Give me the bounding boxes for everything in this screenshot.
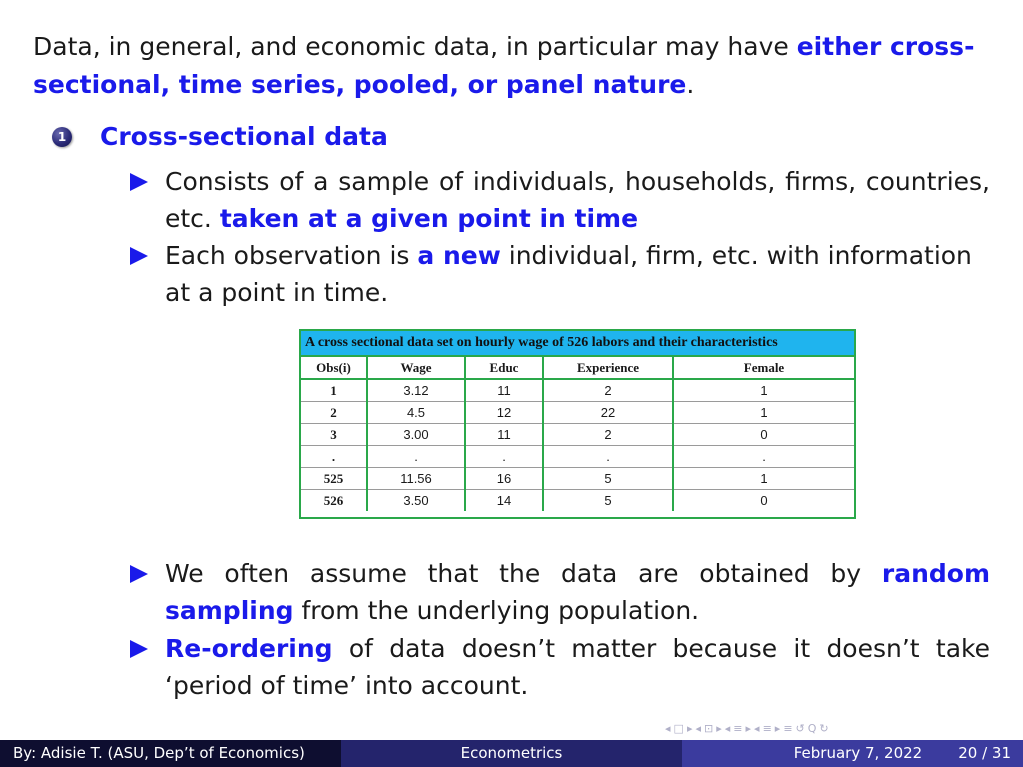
table-cell: . [301,446,367,468]
table-cell: 2 [543,379,673,402]
table-cell: 11 [465,379,543,402]
table-cell: 11.56 [367,468,465,490]
table-cell: 3.12 [367,379,465,402]
nav-symbol-icon[interactable]: ≡ [762,722,772,735]
table-cell: . [465,446,543,468]
table-caption: A cross sectional data set on hourly wage of 526 labors and their characteristics [301,331,854,357]
table-cell: 3.00 [367,424,465,446]
section-number: 1 [57,130,67,144]
bullet-triangle-icon [130,640,148,658]
bullet-emphasis: a new [417,241,501,270]
table-cell: 5 [543,468,673,490]
bullet-item [165,555,990,629]
table-cell: 3 [301,424,367,446]
section-title: Cross-sectional data [100,122,388,151]
nav-symbol-icon[interactable]: □ [673,722,684,735]
table-row [301,379,854,402]
intro-emphasis: either cross-sectional, time series, pooled, or panel nature [33,32,975,99]
bullet-emphasis: taken at a given point in time [219,204,639,233]
table-cell: 1 [673,468,854,490]
footer-author: By: Adisie T. (ASU, Dep’t of Economics) [0,740,341,767]
bullet-triangle-icon [130,565,148,583]
bullet-text: from the underlying population. [293,596,700,625]
table-cell: 2 [301,402,367,424]
bullet-text: Each observation is [165,241,418,270]
bullet-text: individual, firm, etc. with information at a point in time. [165,241,972,307]
data-table-figure [299,329,856,519]
nav-symbol-icon[interactable]: Q [807,722,817,735]
table-cell: 16 [465,468,543,490]
table-cell: 2 [543,424,673,446]
nav-symbol-icon[interactable]: ◂ [754,722,760,735]
table-row [301,402,854,424]
nav-symbol-icon[interactable]: ↻ [819,722,829,735]
table-cell: 4.5 [367,402,465,424]
table-cell: 1 [301,379,367,402]
bullet-emphasis: random sampling [165,559,990,625]
table-row [301,468,854,490]
bullet-emphasis: Re-ordering [165,634,333,663]
nav-symbol-icon[interactable]: ▸ [686,722,693,735]
table-cell: . [673,446,854,468]
nav-symbol-icon[interactable]: ▸ [745,722,752,735]
table-header: Female [673,357,854,379]
table-cell: 11 [465,424,543,446]
nav-symbol-icon[interactable]: ⊡ [704,722,714,735]
table-cell: . [543,446,673,468]
intro-paragraph [33,28,983,104]
nav-symbol-icon[interactable]: ≡ [783,722,793,735]
table-header: Obs(i) [301,357,367,379]
table-row [301,424,854,446]
table-cell: 1 [673,402,854,424]
bullet-triangle-icon [130,173,148,191]
nav-symbol-icon[interactable]: ◂ [695,722,701,735]
nav-symbol-icon[interactable]: ▸ [774,722,781,735]
nav-symbol-icon[interactable]: ≡ [733,722,743,735]
footer-date: February 7, 2022 [793,744,923,762]
table-cell: 22 [543,402,673,424]
table-cell: 526 [301,490,367,512]
bullet-text: Consists of a sample of individuals, households, firms, countries, etc. [165,167,990,233]
table-header: Educ [465,357,543,379]
enum-ball-icon [52,127,72,147]
bullet-triangle-icon [130,247,148,265]
nav-symbol-icon[interactable]: ↺ [795,722,805,735]
footer-bar [0,740,1023,767]
table-cell: 525 [301,468,367,490]
table-cell: 14 [465,490,543,512]
bullet-text: We often assume that the data are obtained by [165,559,882,588]
intro-text: Data, in general, and economic data, in particular may have [33,32,797,61]
nav-symbol-icon[interactable]: ◂ [665,722,671,735]
footer-title: Econometrics [341,740,682,767]
data-table [301,357,854,511]
table-header: Wage [367,357,465,379]
table-cell: 12 [465,402,543,424]
bullet-item [165,630,990,704]
table-cell: 0 [673,424,854,446]
table-row [301,490,854,512]
nav-symbol-icon[interactable]: ▸ [716,722,722,735]
table-cell: 5 [543,490,673,512]
beamer-navigation [665,722,1020,736]
intro-end: . [686,70,695,99]
bullet-item [165,237,990,311]
table-header-row [301,357,854,379]
section-heading [52,118,388,156]
table-cell: . [367,446,465,468]
table-header: Experience [543,357,673,379]
table-cell: 3.50 [367,490,465,512]
nav-symbol-icon[interactable]: ◂ [724,722,731,735]
bullet-text: of data doesn’t matter because it doesn’t take ‘period of time’ into account. [165,634,990,700]
footer-info [682,740,1023,767]
bullet-item [165,163,990,237]
table-cell: 0 [760,493,768,508]
table-row [301,446,854,468]
table-cell: 1 [673,379,854,402]
footer-page: 20 / 31 [958,744,1011,762]
